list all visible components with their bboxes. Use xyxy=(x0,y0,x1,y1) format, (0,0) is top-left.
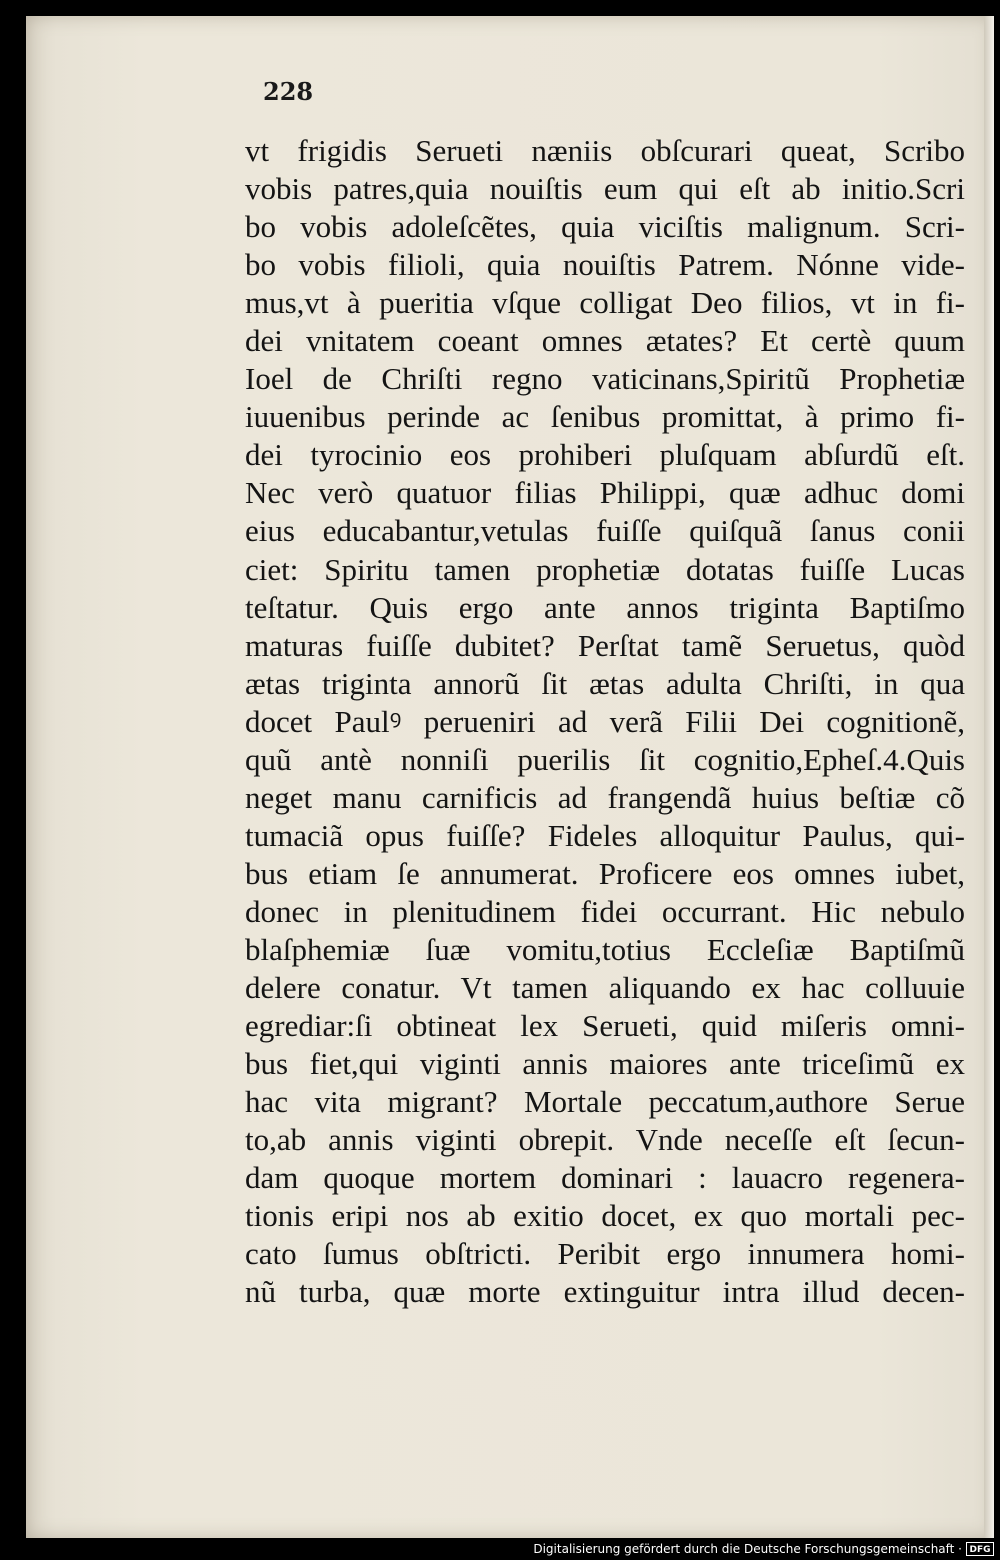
page-number: 228 xyxy=(263,77,314,106)
funding-credit: Digitalisierung gefördert durch die Deutsche Forschungsgemeinschaft · xyxy=(533,1542,962,1556)
text-line: hac vita migrant? Mortale peccatum,authore Serue xyxy=(245,1084,965,1120)
text-line: bo vobis filioli, quia nouiſtis Patrem. Nónne vide- xyxy=(245,247,965,283)
text-line: vobis patres,quia nouiſtis eum qui eſt ab initio.Scri xyxy=(245,171,965,207)
text-line: neget manu carnificis ad frangendã huius beſtiæ cõ xyxy=(245,779,965,815)
text-line: bus etiam ſe annumerat. Proficere eos omnes iubet, xyxy=(245,855,965,891)
text-line: vt frigidis Serueti næniis obſcurari queat, Scribo xyxy=(245,133,965,168)
body-text xyxy=(245,132,965,1311)
text-line: egrediar:ſi obtineat lex Serueti, quid miſeris omni- xyxy=(245,1008,965,1044)
digitization-footer xyxy=(0,1539,1000,1560)
text-line: ciet: Spiritu tamen prophetiæ dotatas fuiſſe Lucas xyxy=(245,551,965,587)
page-edge xyxy=(984,16,994,1538)
dfg-logo: DFG xyxy=(966,1542,994,1556)
text-line: Ioel de Chriſti regno vaticinans,Spiritũ Prophetiæ xyxy=(245,361,965,397)
text-line: quũ antè nonniſi puerilis ſit cognitio,Epheſ.4.Quis xyxy=(245,741,965,777)
text-line: cato ſumus obſtricti. Peribit ergo innumera homi- xyxy=(245,1236,965,1272)
text-line: tionis eripi nos ab exitio docet, ex quo mortali pec- xyxy=(245,1198,965,1234)
text-line: donec in plenitudinem fidei occurrant. Hic nebulo xyxy=(245,893,965,929)
text-line: bus fiet,qui viginti annis maiores ante triceſimũ ex xyxy=(245,1046,965,1082)
text-line: nũ turba, quæ morte extinguitur intra illud decen- xyxy=(245,1274,965,1310)
text-line: tumaciã opus fuiſſe? Fideles alloquitur Paulus, qui- xyxy=(245,817,965,853)
text-line: to,ab annis viginti obrepit. Vnde neceſſe eſt ſecun- xyxy=(245,1122,965,1158)
text-line: Nec verò quatuor filias Philippi, quæ adhuc domi xyxy=(245,475,965,511)
text-line: docet Paulꝰ perueniri ad verã Filii Dei cognitionẽ, xyxy=(245,703,965,739)
text-line: teſtatur. Quis ergo ante annos triginta Baptiſmo xyxy=(245,589,965,625)
text-line: iuuenibus perinde ac ſenibus promittat, à primo fi- xyxy=(245,399,965,435)
text-line: dei tyrocinio eos prohiberi pluſquam abſurdũ eſt. xyxy=(245,437,965,473)
text-line: bo vobis adoleſcẽtes, quia viciſtis malignum. Scri- xyxy=(245,209,965,245)
text-line: blaſphemiæ ſuæ vomitu,totius Eccleſiæ Baptiſmũ xyxy=(245,931,965,967)
text-line: ætas triginta annorũ ſit ætas adulta Chriſti, in qua xyxy=(245,665,965,701)
text-line: dam quoque mortem dominari : lauacro regenera- xyxy=(245,1160,965,1196)
text-line: dei vnitatem coeant omnes ætates? Et certè quum xyxy=(245,323,965,359)
text-line: maturas fuiſſe dubitet? Perſtat tamẽ Seruetus, quòd xyxy=(245,627,965,663)
text-line: delere conatur. Vt tamen aliquando ex hac colluuie xyxy=(245,970,965,1006)
text-line: mus,vt à pueritia vſque colligat Deo filios, vt in fi- xyxy=(245,285,965,321)
text-line: eius educabantur,vetulas fuiſſe quiſquã ſanus conii xyxy=(245,513,965,549)
